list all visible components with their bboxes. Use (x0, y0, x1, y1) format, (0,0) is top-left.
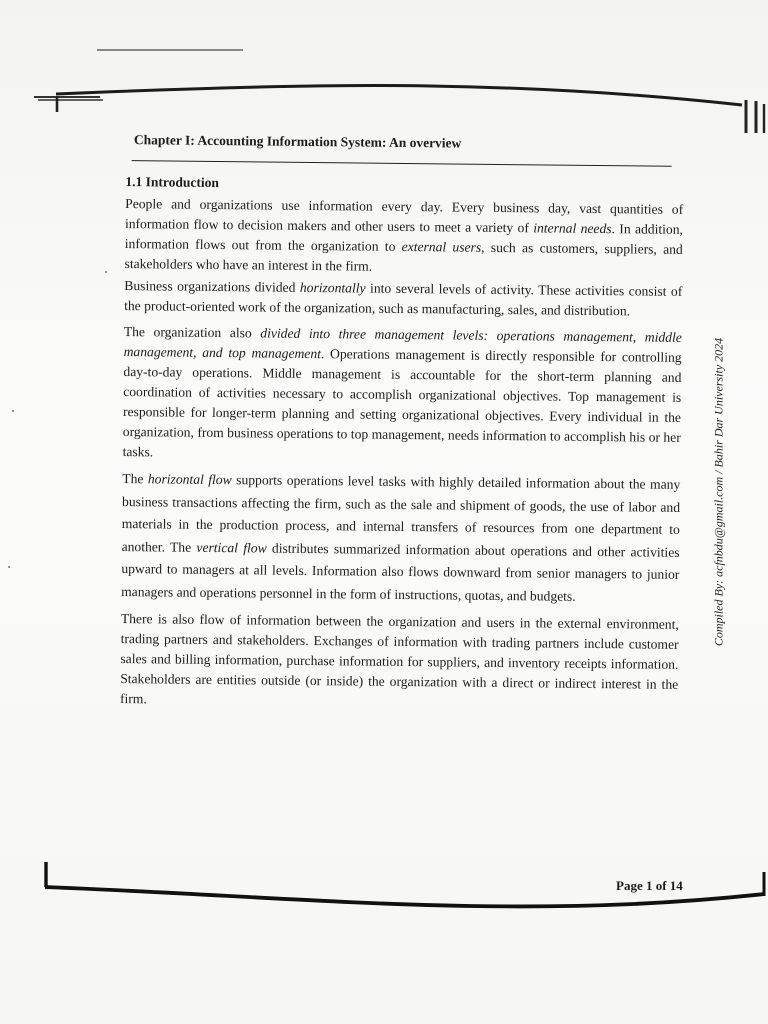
emphasis-run: divided into three management levels: operations management, middle management, and top management (123, 325, 682, 362)
paragraph-horizontal-vertical-flow (121, 468, 680, 609)
text-run: into several levels of activity. These activities consist of the product-oriented work of the organization, such as manufacturing, sales, and distribution. (124, 280, 683, 319)
emphasis-run: horizontal flow (147, 471, 232, 488)
emphasis-run: vertical flow (196, 539, 267, 556)
text-run: There is also flow of information between the organization and users in the external environment, trading partners and stakeholders. Exchanges of information with trading partners include customer sales and billing information, purchase information for suppliers, and inventory receipts information. Stakeholders are entities outside (or inside) the organization with a direct or indirect interest in the firm. (119, 611, 679, 707)
text-run: , such as customers, suppliers, and stakeholders who have an interest in the firm. (124, 239, 683, 274)
emphasis-run: external users (401, 238, 482, 255)
paragraph-management-levels (123, 322, 682, 468)
chapter-title: Chapter I: Accounting Information System: An overview (133, 132, 462, 151)
text-run: supports operations level tasks with highly detailed information about the many business transactions affecting the firm, such as the sale and shipment of goods, the use of labor and materials in the production process, and internal transfers of resources from one department to another. The (121, 472, 681, 555)
paragraph-external-flow (120, 609, 679, 715)
text-run: The (122, 471, 149, 487)
text-run: . Operations management is directly responsible for controlling day-to-day operations. Middle management is accountable for the short-term planning and coordination of activities necessary to accomplish organizational objectives. Top management is responsible for longer-term planning and setting organizational objectives. Every individual in the organization, from business operations to top management, needs information to accomplish his or her tasks. (122, 346, 682, 460)
text-run: People and organizations use information every day. Every business day, vast quantities of information flow to decision makers and other users to meet a variety of (124, 196, 684, 236)
paragraph-information-flows (124, 194, 683, 280)
section-heading: 1.1 Introduction (125, 174, 220, 191)
scan-speck (8, 566, 10, 568)
paragraph-horizontal-division (124, 276, 682, 322)
scan-speck (12, 410, 14, 412)
side-credit: Compiled By: acfnbdu@gmail.com / Bahir Dar University 2024 (711, 337, 726, 647)
text-run: distributes summarized information about operations and other activities upward to managers at all levels. Information also flows downward from senior managers to junior managers and operations personnel in the form of instructions, quotas, and budgets. (121, 540, 680, 604)
text-run: The organization also (123, 324, 261, 341)
page-number: Page 1 of 14 (616, 878, 683, 893)
emphasis-run: internal needs (533, 220, 612, 237)
text-run: . In addition, information flows out from the organization to (124, 221, 684, 254)
text-run: Business organizations divided (124, 278, 300, 295)
body-text (120, 172, 684, 717)
emphasis-run: horizontally (299, 279, 366, 296)
scan-speck (105, 271, 107, 273)
